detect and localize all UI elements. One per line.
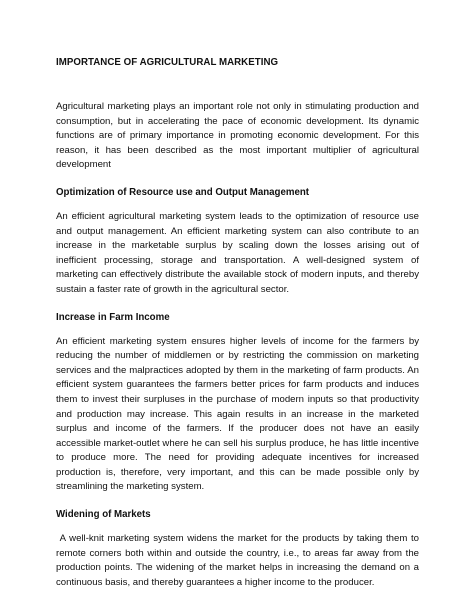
section-heading-widening-markets: Widening of Markets [56,509,151,521]
section-body-optimization: An efficient agricultural marketing system leads to the optimization of resource use and output management. An efficient marketing system can also contribute to an increase in the marketable surplus by scaling down the losses arising out of inefficient processing, storage and transportation. A well-designed system of marketing can effectively distribute the available stock of modern inputs, and thereby sustain a faster rate of growth in the agricultural sector. [56,210,419,295]
section-body-farm-income: An efficient marketing system ensures higher levels of income for the farmers by reducing the number of middlemen or by restricting the commission on marketing services and the malpractices adopted by them in the marketing of farm products. An efficient system guarantees the farmers better prices for farm products and induces them to invest their surpluses in the purchase of modern inputs so that productivity and production may increase. This again results in an increase in the marketed surplus and income of the farmers. If the producer does not have an easily accessible market-outlet where he can sell his surplus produce, he has little incentive to produce more. The need for providing adequate incentives for increased production is, therefore, very important, and this can be made possible only by streamlining the marketing system. [56,335,419,493]
document-content [56,56,419,590]
document-title: IMPORTANCE OF AGRICULTURAL MARKETING [56,57,279,68]
section-heading-optimization: Optimization of Resource use and Output Management [56,186,309,198]
intro-paragraph: Agricultural marketing plays an important role not only in stimulating production and consumption, but in accelerating the pace of economic development. Its dynamic functions are of primary importance in promoting economic development. For this reason, it has been described as the most important multiplier of agricultural development [56,101,419,171]
section-body-widening-markets: A well-knit marketing system widens the market for the products by taking them to remote corners both within and outside the country, i.e., to areas far away from the production points. The widening of the market helps in increasing the demand on a continuous basis, and thereby guarantees a higher income to the producer. [56,533,419,588]
section-heading-farm-income: Increase in Farm Income [56,311,170,323]
